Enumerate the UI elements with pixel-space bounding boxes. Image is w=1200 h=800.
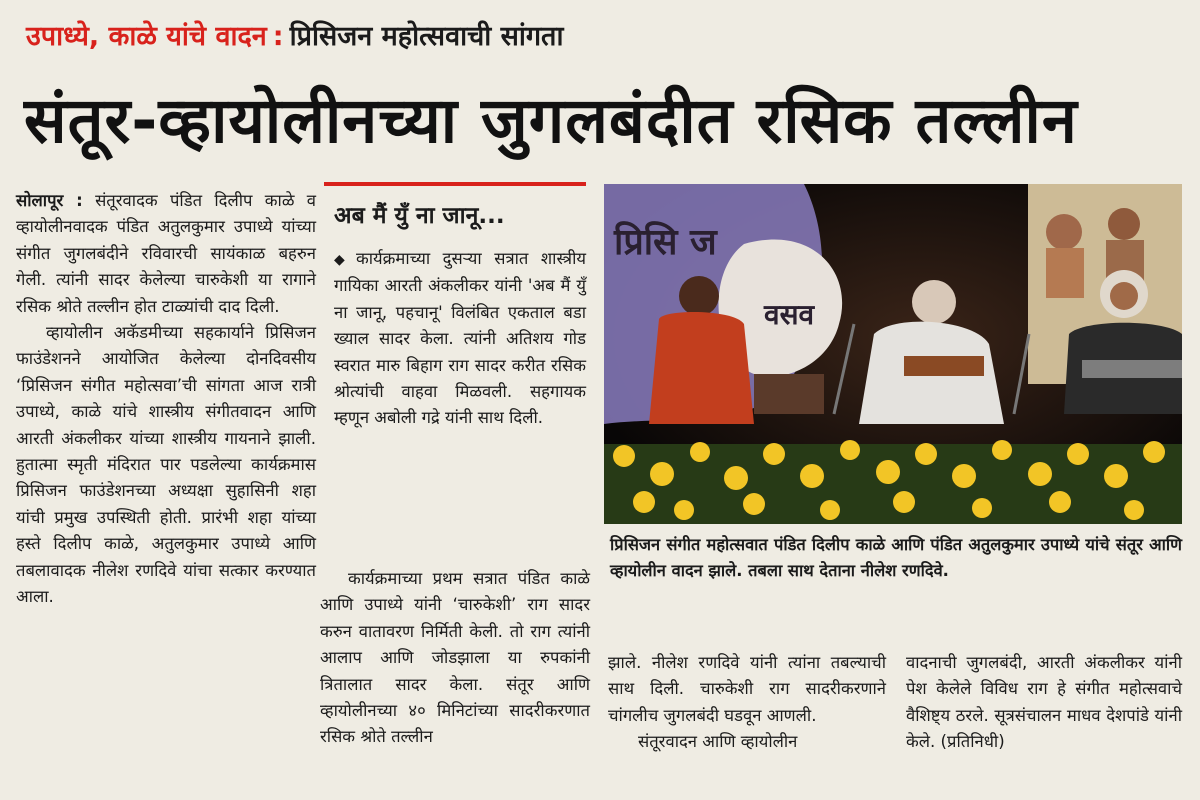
dateline: सोलापूर : [16,191,83,210]
kicker-red: उपाध्ये, काळे यांचे वादन [26,21,267,52]
kicker [26,16,563,53]
article-paragraph-4: झाले. नीलेश रणदिवे यांनी त्यांना तबल्याची साथ दिली. चारुकेशी राग सादरीकरणाने चांगलीच जुगलबंदी घडवून आणली. [608,653,886,725]
article-column-3 [608,650,886,756]
sidebox-paragraph [334,246,586,432]
headline: संतूर-व्हायोलीनच्या जुगलबंदीत रसिक तल्लीन [24,84,1078,157]
sidebox-title: अब मैं युँ ना जानू... [334,203,505,229]
article-paragraph-1-text: संतूरवादक पंडित दिलीप काळे व व्हायोलीनवादक पंडित अतुलकुमार उपाध्ये यांच्या संगीत जुगलबंदीने रविवारची सायंकाळ बहरुन गेली. त्यांनी सादर केलेल्या चारुकेशी या रागाने रसिक श्रोते तल्लीन होत टाळ्यांची दाद दिली. [16,191,316,316]
article-paragraph-2: व्हायोलीन अकॅडमीच्या सहकार्याने प्रिसिजन फाउंडेशनने आयोजित केलेल्या दोनदिवसीय ‘प्रिसिजन संगीत महोत्सवा’ची सांगता आज रात्री उपाध्ये, काळे यांचे शास्त्रीय संगीतवादन आणि आरती अंकलीकर यांच्या शास्त्रीय गायनाने झाली. हुतात्मा स्मृती मंदिरात पार पडलेल्या कार्यक्रमास प्रिसिजन फाउंडेशनच्या अध्यक्षा सुहासिनी शहा यांची प्रमुख उपस्थिती होती. प्रारंभी शहा यांच्या हस्ते दिलीप काळे, अतुलकुमार उपाध्ये आणि तबलावादक नीलेश रणदिवे यांचा सत्कार करण्यात आला. [16,323,316,607]
banner-text-2: वसव [764,298,815,331]
event-photo [604,184,1182,524]
sidebox-text: कार्यक्रमाच्या दुसऱ्या सत्रात शास्त्रीय गायिका आरती अंकलीकर यांनी 'अब मैं युँ ना जानू, पहचानू' विलंबित एकताल बडा ख्याल सादर केला. त्यांनी अतिशय गोड स्वरात मारु बिहाग राग सादर करीत रसिक श्रोत्यांची वाहवा मिळवली. सहगायक म्हणून अबोली गद्रे यांनी साथ दिली. [334,249,586,428]
kicker-separator: : [272,21,284,52]
article-column-1 [16,188,316,611]
event-photo-illustration [604,184,1182,524]
diamond-bullet-icon: ◆ [334,252,353,268]
article-column-4 [906,650,1182,756]
sidebox-body [334,246,586,432]
photo-caption: प्रिसिजन संगीत महोत्सवात पंडित दिलीप काळे आणि पंडित अतुलकुमार उपाध्ये यांचे संतूर आणि व्हायोलीन वादन झाले. तबला साथ देताना नीलेश रणदिवे. [610,535,1182,580]
banner-text: प्रिसि ज [614,222,717,263]
kicker-rest: प्रिसिजन महोत्सवाची सांगता [289,21,564,52]
article-paragraph-6: वादनाची जुगलबंदी, आरती अंकलीकर यांनी पेश केलेले विविध राग हे संगीत महोत्सवाचे वैशिष्ट्य ठरले. सूत्रसंचालन माधव देशपांडे यांनी केले. (प्रतिनिधी) [906,653,1182,752]
article-paragraph-3: कार्यक्रमाच्या प्रथम सत्रात पंडित काळे आणि उपाध्ये यांनी ‘चारुकेशी’ राग सादर करुन वातावरण निर्मिती केली. तो राग त्यांनी आलाप आणि जोडझाला या रुपकांनी त्रितालात सादर केला. संतूर आणि व्हायोलीनच्या ४० मिनिटांच्या सादरीकरणात रसिक श्रोते तल्लीन [320,569,590,747]
article-column-2 [320,566,590,751]
article-paragraph-5: संतूरवादन आणि व्हायोलीन [638,732,798,752]
sidebox-red-rule [324,182,586,186]
article-paragraph-1 [16,188,316,320]
